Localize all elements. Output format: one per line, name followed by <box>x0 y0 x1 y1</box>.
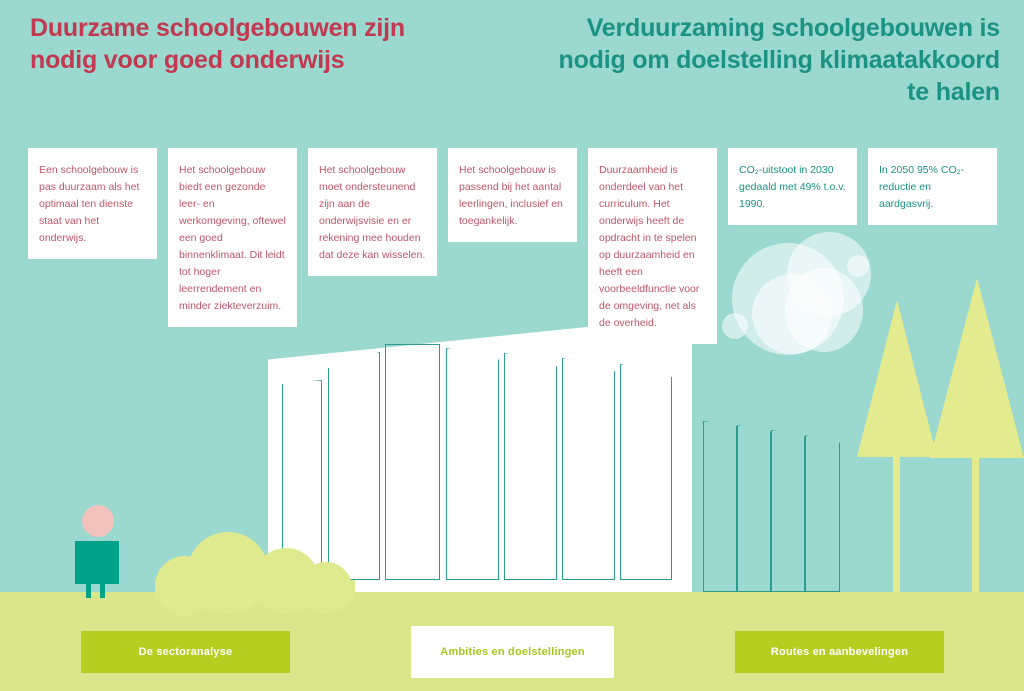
fact-card-4: Het schoolgebouw is passend bij het aantal leerlingen, inclusief en toegankelijk. <box>448 148 577 242</box>
person-leg <box>86 584 91 598</box>
cloud-circle <box>847 255 869 277</box>
bush-base <box>155 580 355 600</box>
fact-card-2: Het schoolgebouw biedt een gezonde leer- en werkomgeving, oftewel een goed binnenklimaat. Dit leidt tot hoger leerrendement en minder ziekteverzuim. <box>168 148 297 327</box>
window-pane <box>620 364 672 580</box>
window-pane <box>385 344 440 580</box>
annex-pane <box>703 421 737 592</box>
person-head <box>82 505 114 537</box>
annex-building <box>703 421 840 592</box>
person-leg <box>100 584 105 598</box>
annex-pane <box>737 425 771 592</box>
window-pane <box>446 348 499 580</box>
cloud-circle <box>722 313 748 339</box>
cloud-circle <box>785 268 863 352</box>
fact-card-3: Het schoolgebouw moet ondersteunend zijn aan de onderwijsvisie en er rekening mee houden dat deze kan wisselen. <box>308 148 437 276</box>
main-school-building <box>268 320 692 592</box>
person-figure <box>70 505 120 593</box>
sector-analysis-button[interactable]: De sectoranalyse <box>81 631 290 673</box>
fact-card-6: CO₂-uitstoot in 2030 gedaald met 49% t.o.v. 1990. <box>728 148 857 225</box>
routes-recommendations-button[interactable]: Routes en aanbevelingen <box>735 631 944 673</box>
window-pane <box>504 353 557 580</box>
ambitions-goals-button[interactable]: Ambities en doelstellingen <box>411 626 614 678</box>
window-pane <box>328 352 380 580</box>
fact-card-7: In 2050 95% CO₂-reductie en aardgasvrij. <box>868 148 997 225</box>
fact-card-5: Duurzaamheid is onderdeel van het curriculum. Het onderwijs heeft de opdracht in te spelen op duurzaamheid en heeft een voorbeeldfunctie voor de omgeving, net als de overheid. <box>588 148 717 344</box>
headline-left: Duurzame schoolgebouwen zijn nodig voor goed onderwijs <box>30 14 405 74</box>
fact-card-1: Een schoolgebouw is pas duurzaam als het optimaal ten dienste staat van het onderwijs. <box>28 148 157 259</box>
annex-pane <box>771 430 805 592</box>
window-pane <box>562 358 615 580</box>
tree-left <box>857 300 937 592</box>
person-body <box>75 541 119 584</box>
headline-right: Verduurzaming schoolgebouwen is nodig om doelstelling klimaatakkoord te halen <box>558 14 1000 106</box>
annex-pane <box>805 435 840 592</box>
tree-right <box>930 278 1024 592</box>
